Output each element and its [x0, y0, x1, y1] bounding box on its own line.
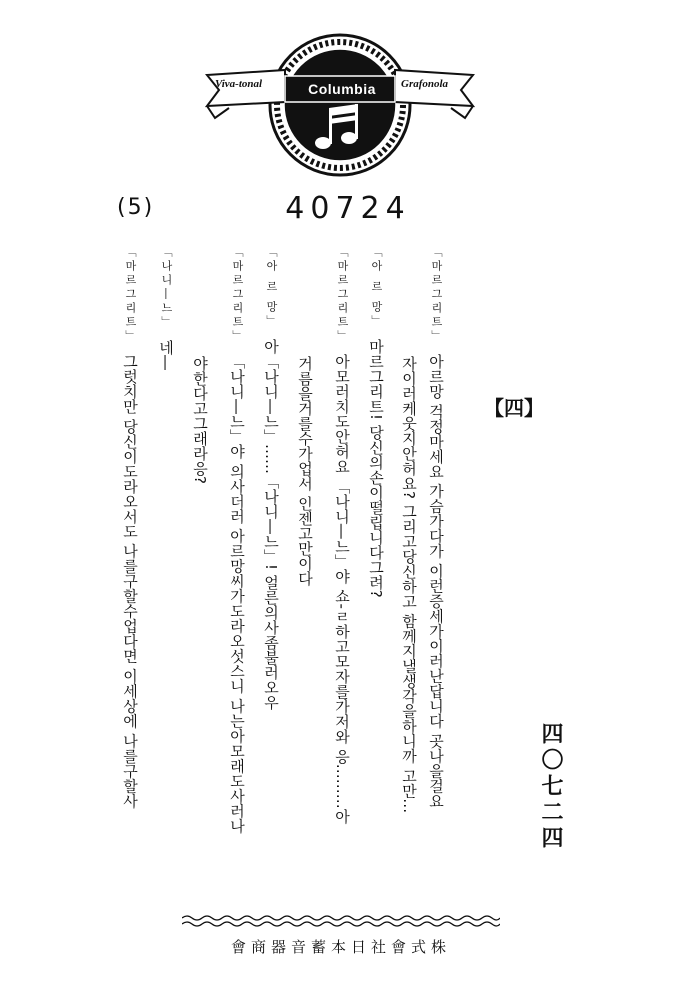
speaker-label: 「나니―느」 — [160, 246, 173, 330]
dialogue-text: 아모러치도안허요 「나니―느」야 쇼-ㄹ하고모자를가저와 응………아 — [333, 354, 351, 824]
dialogue-text: 야한다고그래라응? — [191, 356, 209, 484]
logo-emblem-graphic — [205, 30, 475, 180]
logo-right-banner-text: Grafonola — [401, 78, 449, 90]
speaker-label: 「마르그리트」 — [430, 246, 443, 344]
script-column — [191, 356, 209, 484]
columbia-logo — [205, 30, 475, 180]
dialogue-text: 그럿치만 당신이도라오서도 나를구할수업다면 이세상에 나를구할사 — [121, 354, 139, 809]
script-column — [121, 246, 139, 808]
speaker-label: 「마르그리트」 — [231, 246, 244, 344]
logo-brand-text: Columbia — [308, 81, 376, 97]
dialogue-text: 네― — [157, 340, 175, 370]
script-column — [262, 246, 280, 710]
side-number: (5) — [117, 195, 155, 220]
speaker-label: 「아 르 망」 — [265, 246, 278, 329]
dialogue-text: 마르그리트! 당신의손이떨립니다그려? — [367, 339, 385, 598]
section-mark: 【四】 — [484, 396, 544, 420]
speaker-label: 「마르그리트」 — [124, 246, 137, 344]
script-column — [400, 356, 418, 813]
script-column — [228, 246, 246, 833]
script-column — [157, 246, 175, 370]
wavy-divider — [182, 914, 500, 930]
side-catalog-number: 四〇七二四 — [538, 722, 564, 852]
company-name: 株式會社日本蓄音器商會 — [230, 938, 451, 956]
script-column — [296, 356, 314, 586]
dialogue-text: 거름을거를수가업서 인젠고만이다 — [296, 356, 314, 586]
dialogue-text: 자이러케웃지안허요? 그리고당신하고 함께지낼생각을하니까 고만… — [400, 356, 418, 814]
script-column — [427, 246, 445, 808]
speaker-label: 「아 르 망」 — [370, 246, 383, 329]
record-number: 40724 — [285, 191, 411, 226]
dialogue-text: 아「나니―느」……「나니―느」! 얼른의사좀불러오우 — [262, 339, 280, 710]
script-column — [367, 246, 385, 598]
script-column — [333, 246, 351, 824]
speaker-label: 「마르그리트」 — [336, 246, 349, 344]
logo-left-banner-text: Viva-tonal — [215, 78, 263, 90]
dialogue-text: 아르망 걱정마세요 가슴가다가 이런증세가이러난답니다 곳나을걸요 — [427, 354, 445, 809]
dialogue-text: 「나니―느」야 의사더러 아르망씨가도라오섯스니 나는아모래도사러나 — [228, 354, 246, 834]
